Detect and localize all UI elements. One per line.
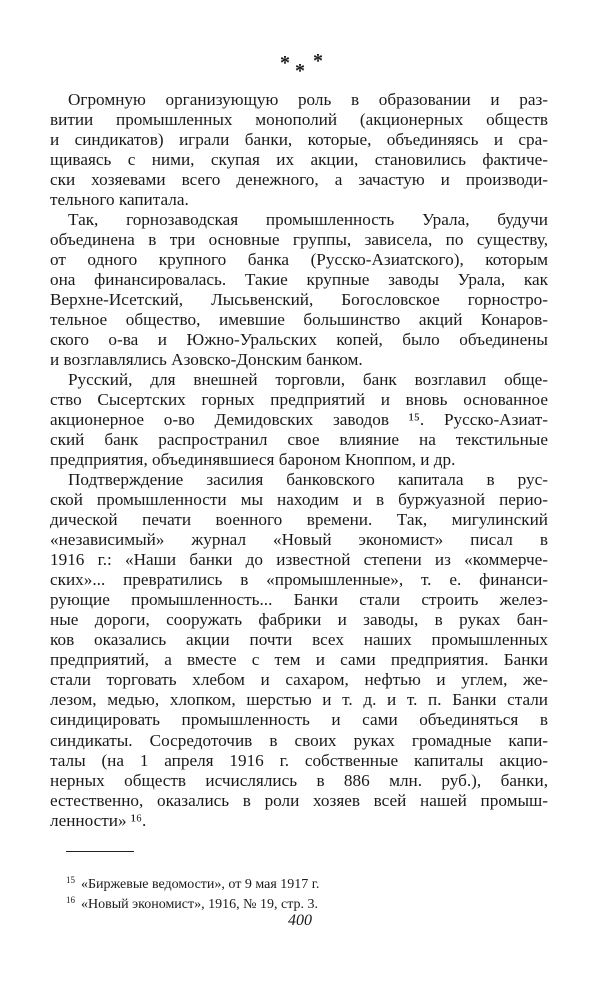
- text-line: дической печати военного времени. Так, мигулинский: [50, 510, 548, 530]
- text-line: ских»... превратились в «промышленные», т. е. финанси-: [50, 570, 548, 590]
- page-number: 400: [288, 912, 312, 929]
- body-text: [50, 90, 548, 831]
- text-line: ство Сысертских горных предприятий и вновь основанное: [50, 390, 548, 410]
- text-line: рующие промышленность... Банки стали строить желез-: [50, 590, 548, 610]
- text-line: ски хозяевами всего денежного, а зачастую и производи-: [50, 170, 548, 190]
- text-line: лезом, медью, хлопком, шерстью и т. д. и т. п. Банки стали: [50, 690, 548, 710]
- text-line: ков оказались акции почти всех наших промышленных: [50, 630, 548, 650]
- paragraph: [50, 470, 548, 830]
- text-line: талы (на 1 апреля 1916 г. собственные капиталы акцио-: [50, 750, 548, 770]
- footnote-number: 15: [66, 875, 75, 885]
- text-line: стали торговать хлебом и сахаром, нефтью и углем, же-: [50, 670, 548, 690]
- footnote-rule: [66, 851, 134, 852]
- footnote-number: 16: [66, 895, 75, 905]
- text-line: синдицировать промышленность и сами объединяться в: [50, 710, 548, 730]
- paragraph: [50, 90, 548, 210]
- text-line: предприятия, объединявшиеся бароном Кноппом, и др.: [50, 450, 456, 470]
- footnote-text: «Биржевые ведомости», от 9 мая 1917 г.: [81, 877, 320, 892]
- footnote-text: «Новый экономист», 1916, № 19, стр. 3.: [81, 897, 318, 912]
- text-line: ской промышленности мы находим и в буржуазной перио-: [50, 490, 548, 510]
- text-line: тельное общество, имевшие большинство акций Конаров-: [50, 310, 548, 330]
- text-line: 1916 г.: «Наши банки до известной степени из «коммерче-: [50, 550, 548, 570]
- paragraph: [50, 370, 548, 470]
- text-line: и синдикатов) играли банки, которые, объединяясь и сра-: [50, 130, 548, 150]
- text-line: Русский, для внешней торговли, банк возглавил обще-: [68, 370, 548, 390]
- text-line: ский банк распространил свое влияние на текстильные: [50, 430, 548, 450]
- text-line: Подтверждение засилия банковского капитала в рус-: [68, 470, 548, 490]
- text-line: акционерное о-во Демидовских заводов ¹⁵. Русско-Азиат-: [50, 410, 548, 430]
- paragraph: [50, 210, 548, 370]
- text-line: «независимый» журнал «Новый экономист» писал в: [50, 530, 548, 550]
- text-line: естественно, оказались в роли хозяев всей нашей промыш-: [50, 790, 548, 810]
- text-line: ные дороги, сооружать фабрики и заводы, в руках бан-: [50, 610, 548, 630]
- text-line: ского о-ва и Южно-Уральских копей, было объединены: [50, 330, 548, 350]
- text-line: Так, горнозаводская промышленность Урала, будучи: [68, 210, 548, 230]
- text-line: тельного капитала.: [50, 190, 189, 210]
- text-line: щиваясь с ними, скупая их акции, становились фактиче-: [50, 150, 548, 170]
- text-line: нерных обществ исчислялись в 886 млн. руб.), банки,: [50, 770, 548, 790]
- text-line: синдикаты. Сосредоточив в своих руках громадные капи-: [50, 730, 548, 750]
- text-line: предприятий, а вместе с тем и сами предприятия. Банки: [50, 650, 548, 670]
- text-line: витии промышленных монополий (акционерных обществ: [50, 110, 548, 130]
- section-separator: * * *: [280, 50, 323, 82]
- text-line: от одного крупного банка (Русско-Азиатского), которым: [50, 250, 548, 270]
- text-line: она финансировалась. Такие крупные заводы Урала, как: [50, 270, 548, 290]
- text-line: и возглавлялись Азовско-Донским банком.: [50, 350, 363, 370]
- text-line: Верхне-Исетский, Лысьвенский, Богословское горностро-: [50, 290, 548, 310]
- text-line: ленности» ¹⁶.: [50, 810, 147, 830]
- text-line: объединена в три основные группы, зависела, по существу,: [50, 230, 548, 250]
- text-line: Огромную организующую роль в образовании и раз-: [68, 90, 548, 109]
